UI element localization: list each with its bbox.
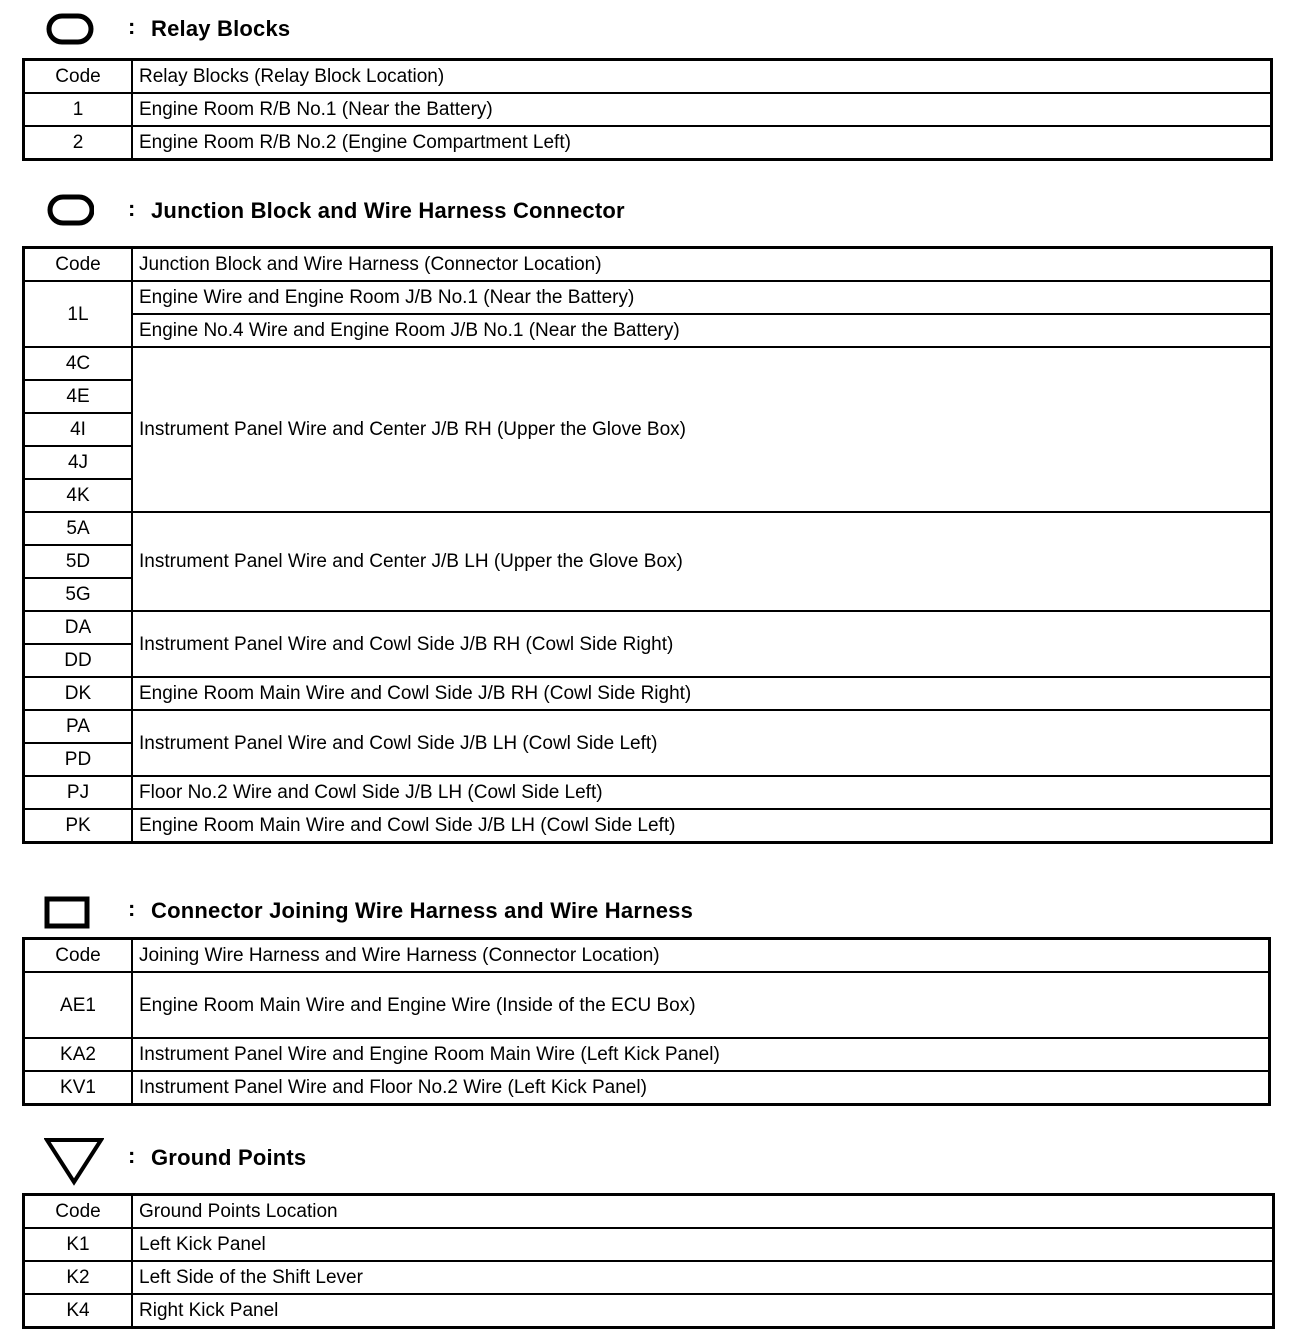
- table-header-row: [24, 60, 1272, 94]
- code-header: Code: [24, 60, 133, 94]
- code-cell: PK: [24, 809, 133, 843]
- code-header: Code: [24, 939, 133, 973]
- desc-header: Joining Wire Harness and Wire Harness (Connector Location): [132, 939, 1270, 973]
- desc-cell: Instrument Panel Wire and Cowl Side J/B RH (Cowl Side Right): [132, 611, 1272, 677]
- table-row: [24, 512, 1272, 545]
- table-row: [24, 776, 1272, 809]
- code-cell: K1: [24, 1228, 133, 1261]
- table-row: [24, 710, 1272, 743]
- code-cell: 4I: [24, 413, 133, 446]
- desc-cell: Instrument Panel Wire and Floor No.2 Wire (Left Kick Panel): [132, 1071, 1270, 1105]
- desc-header: Junction Block and Wire Harness (Connector Location): [132, 248, 1272, 282]
- heading-colon: :: [128, 896, 136, 921]
- table-row: [24, 93, 1272, 126]
- table-row: [24, 1294, 1274, 1328]
- code-cell: 1: [24, 93, 133, 126]
- table-row: [24, 677, 1272, 710]
- desc-cell: Engine Room Main Wire and Cowl Side J/B RH (Cowl Side Right): [132, 677, 1272, 710]
- desc-header: Ground Points Location: [132, 1195, 1274, 1229]
- heading-colon: :: [128, 196, 136, 221]
- junction-block-table: [22, 246, 1273, 844]
- relay-blocks-table: [22, 58, 1273, 161]
- connector-joining-table: [22, 937, 1271, 1106]
- desc-cell: Engine No.4 Wire and Engine Room J/B No.1 (Near the Battery): [132, 314, 1272, 347]
- code-header: Code: [24, 1195, 133, 1229]
- desc-header: Relay Blocks (Relay Block Location): [132, 60, 1272, 94]
- table-row: [24, 809, 1272, 843]
- table-header-row: [24, 939, 1270, 973]
- table-row: [24, 314, 1272, 347]
- code-cell: DD: [24, 644, 133, 677]
- heading-colon: :: [128, 14, 136, 39]
- code-cell: 5D: [24, 545, 133, 578]
- desc-cell: Instrument Panel Wire and Engine Room Main Wire (Left Kick Panel): [132, 1038, 1270, 1071]
- table-row: [24, 347, 1272, 380]
- code-cell: DA: [24, 611, 133, 644]
- section-title: Ground Points: [151, 1145, 307, 1170]
- table-row: [24, 1038, 1270, 1071]
- desc-cell: Instrument Panel Wire and Center J/B RH (Upper the Glove Box): [132, 347, 1272, 512]
- code-cell: 2: [24, 126, 133, 160]
- desc-cell: Instrument Panel Wire and Cowl Side J/B LH (Cowl Side Left): [132, 710, 1272, 776]
- code-cell: 4E: [24, 380, 133, 413]
- code-cell: 5A: [24, 512, 133, 545]
- ground-points-table: [22, 1193, 1275, 1329]
- table-row: [24, 1228, 1274, 1261]
- table-row: [24, 1071, 1270, 1105]
- code-cell: DK: [24, 677, 133, 710]
- rounded-oval-icon: [44, 8, 94, 48]
- down-triangle-icon: [44, 1137, 104, 1187]
- code-cell: PA: [24, 710, 133, 743]
- code-cell: PD: [24, 743, 133, 776]
- desc-cell: Right Kick Panel: [132, 1294, 1274, 1328]
- desc-cell: Left Side of the Shift Lever: [132, 1261, 1274, 1294]
- rounded-oval-icon: [44, 190, 94, 230]
- code-cell: PJ: [24, 776, 133, 809]
- code-cell: 4C: [24, 347, 133, 380]
- section-title: Junction Block and Wire Harness Connector: [151, 198, 625, 223]
- desc-cell: Engine Room Main Wire and Engine Wire (Inside of the ECU Box): [132, 972, 1270, 1038]
- code-cell: 4K: [24, 479, 133, 512]
- table-row: [24, 281, 1272, 314]
- desc-cell: Engine Wire and Engine Room J/B No.1 (Near the Battery): [132, 281, 1272, 314]
- code-cell: K2: [24, 1261, 133, 1294]
- code-cell: 5G: [24, 578, 133, 611]
- desc-cell: Engine Room R/B No.1 (Near the Battery): [132, 93, 1272, 126]
- section-title: Relay Blocks: [151, 16, 291, 41]
- table-row: [24, 1261, 1274, 1294]
- code-cell: AE1: [24, 972, 133, 1038]
- table-row: [24, 972, 1270, 1038]
- desc-cell: Left Kick Panel: [132, 1228, 1274, 1261]
- code-cell: KA2: [24, 1038, 133, 1071]
- table-row: [24, 611, 1272, 644]
- square-box-icon: [44, 890, 94, 930]
- code-cell: KV1: [24, 1071, 133, 1105]
- section-title: Connector Joining Wire Harness and Wire Harness: [151, 898, 694, 923]
- code-cell: K4: [24, 1294, 133, 1328]
- code-cell: 4J: [24, 446, 133, 479]
- desc-cell: Engine Room Main Wire and Cowl Side J/B LH (Cowl Side Left): [132, 809, 1272, 843]
- desc-cell: Floor No.2 Wire and Cowl Side J/B LH (Cowl Side Left): [132, 776, 1272, 809]
- table-row: [24, 126, 1272, 160]
- code-header: Code: [24, 248, 133, 282]
- table-header-row: [24, 1195, 1274, 1229]
- heading-colon: :: [128, 1143, 136, 1168]
- code-cell: 1L: [24, 281, 133, 347]
- table-header-row: [24, 248, 1272, 282]
- desc-cell: Engine Room R/B No.2 (Engine Compartment Left): [132, 126, 1272, 160]
- desc-cell: Instrument Panel Wire and Center J/B LH (Upper the Glove Box): [132, 512, 1272, 611]
